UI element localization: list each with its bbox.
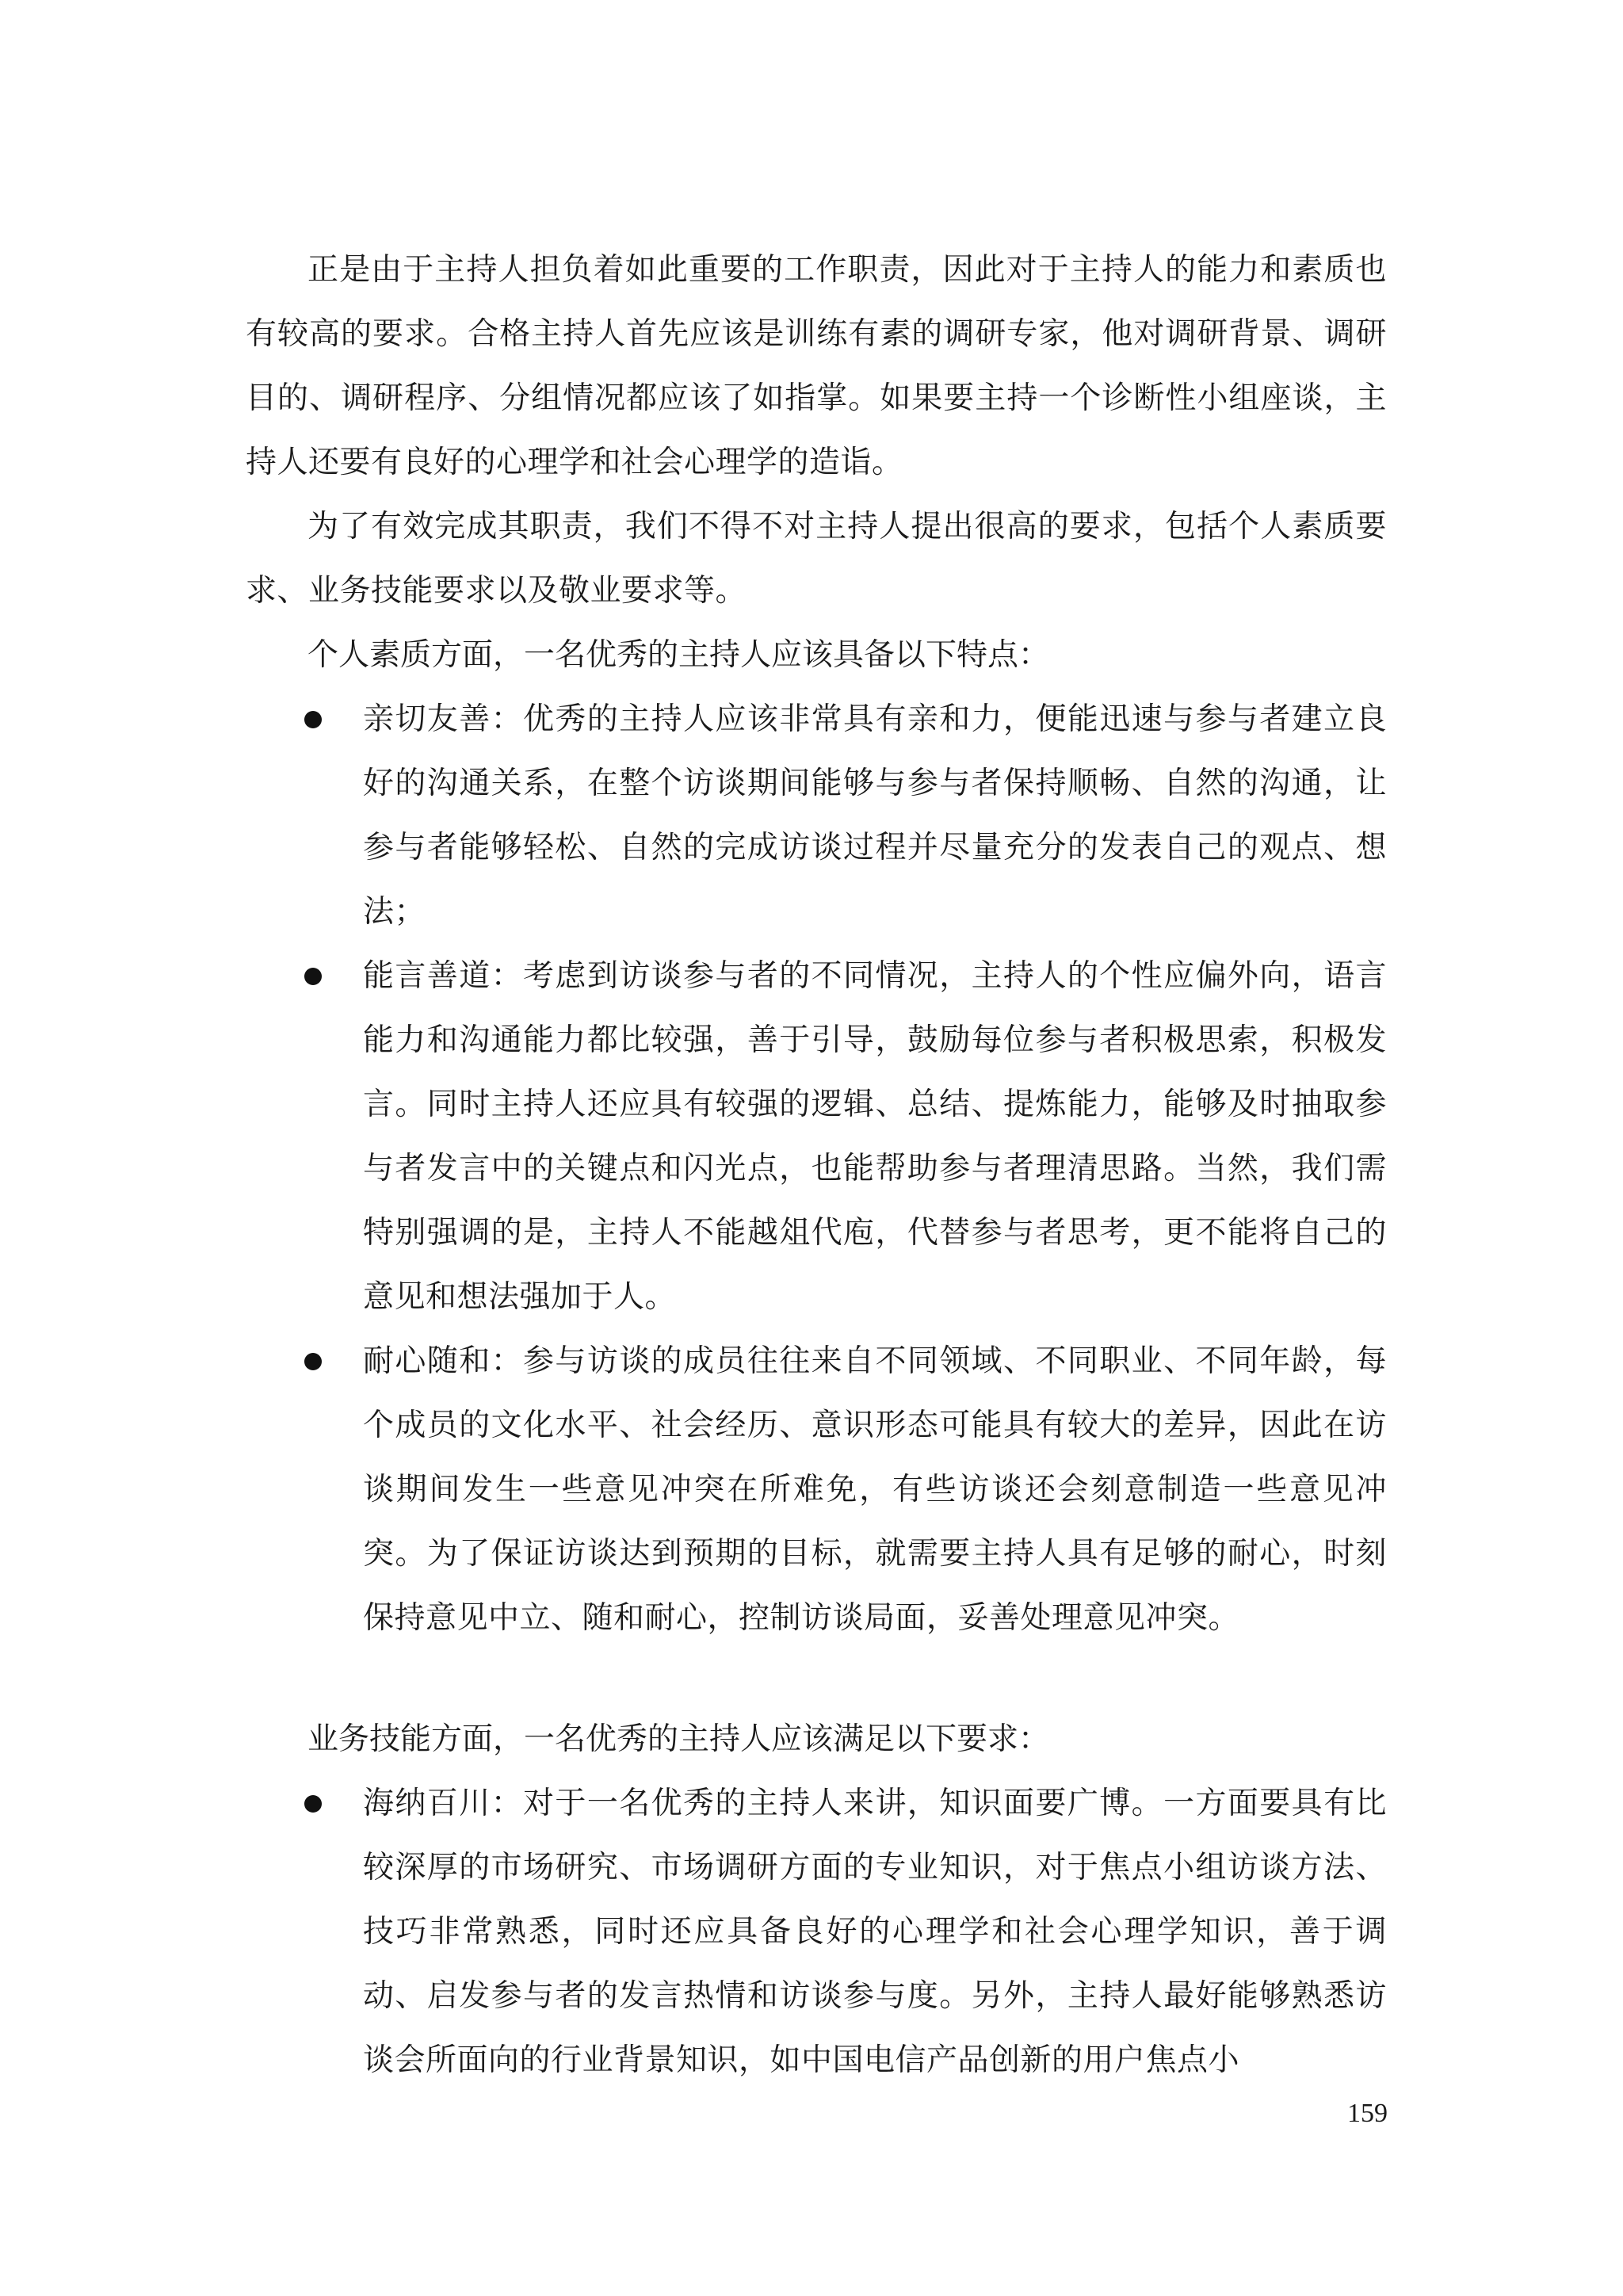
bullet-dot-icon (304, 1795, 322, 1813)
list-item-text: 耐心随和：参与访谈的成员往往来自不同领域、不同职业、不同年龄，每个成员的文化水平、社会经历、意识形态可能具有较大的差异，因此在访谈期间发生一些意见冲突在所难免，有些访谈还会刻意制造一些意见冲突。为了保证访谈达到预期的目标，就需要主持人具有足够的耐心，时刻保持意见中立、随和耐心，控制访谈局面，妥善处理意见冲突。 (363, 1343, 1387, 1636)
list-item-text: 海纳百川：对于一名优秀的主持人来讲，知识面要广博。一方面要具有比较深厚的市场研究、市场调研方面的专业知识，对于焦点小组访谈方法、技巧非常熟悉，同时还应具备良好的心理学和社会心理学知识，善于调动、启发参与者的发言热情和访谈参与度。另外，主持人最好能够熟悉访谈会所面向的行业背景知识，如中国电信产品创新的用户焦点小 (363, 1786, 1387, 2078)
section-spacer (246, 1650, 1387, 1707)
list-item-text: 亲切友善：优秀的主持人应该非常具有亲和力，便能迅速与参与者建立良好的沟通关系，在整个访谈期间能够与参与者保持顺畅、自然的沟通，让参与者能够轻松、自然的完成访谈过程并尽量充分的发表自己的观点、想法； (363, 701, 1387, 930)
intro-paragraph-1: 正是由于主持人担负着如此重要的工作职责，因此对于主持人的能力和素质也有较高的要求。合格主持人首先应该是训练有素的调研专家，他对调研背景、调研目的、调研程序、分组情况都应该了如指掌。如果要主持一个诊断性小组座谈，主持人还要有良好的心理学和社会心理学的造诣。 (246, 252, 1387, 480)
personal-section-lead: 个人素质方面，一名优秀的主持人应该具备以下特点： (307, 637, 1050, 673)
bullet-dot-icon (304, 968, 322, 985)
list-item (246, 1771, 1387, 2092)
list-item (246, 687, 1387, 944)
personal-traits-list (246, 687, 1387, 1650)
bullet-dot-icon (304, 711, 322, 728)
document-page (246, 238, 1387, 2092)
page-number: 159 (1347, 2099, 1388, 2128)
intro-paragraph-2: 为了有效完成其职责，我们不得不对主持人提出很高的要求，包括个人素质要求、业务技能要求以及敬业要求等。 (246, 509, 1387, 609)
list-item (246, 944, 1387, 1329)
bullet-dot-icon (304, 1353, 322, 1370)
list-item (246, 1329, 1387, 1650)
business-skills-list (246, 1771, 1387, 2092)
business-section-lead: 业务技能方面，一名优秀的主持人应该满足以下要求： (307, 1721, 1050, 1757)
list-item-text: 能言善道：考虑到访谈参与者的不同情况，主持人的个性应偏外向，语言能力和沟通能力都比较强，善于引导，鼓励每位参与者积极思索，积极发言。同时主持人还应具有较强的逻辑、总结、提炼能力，能够及时抽取参与者发言中的关键点和闪光点，也能帮助参与者理清思路。当然，我们需特别强调的是，主持人不能越俎代庖，代替参与者思考，更不能将自己的意见和想法强加于人。 (363, 958, 1387, 1315)
